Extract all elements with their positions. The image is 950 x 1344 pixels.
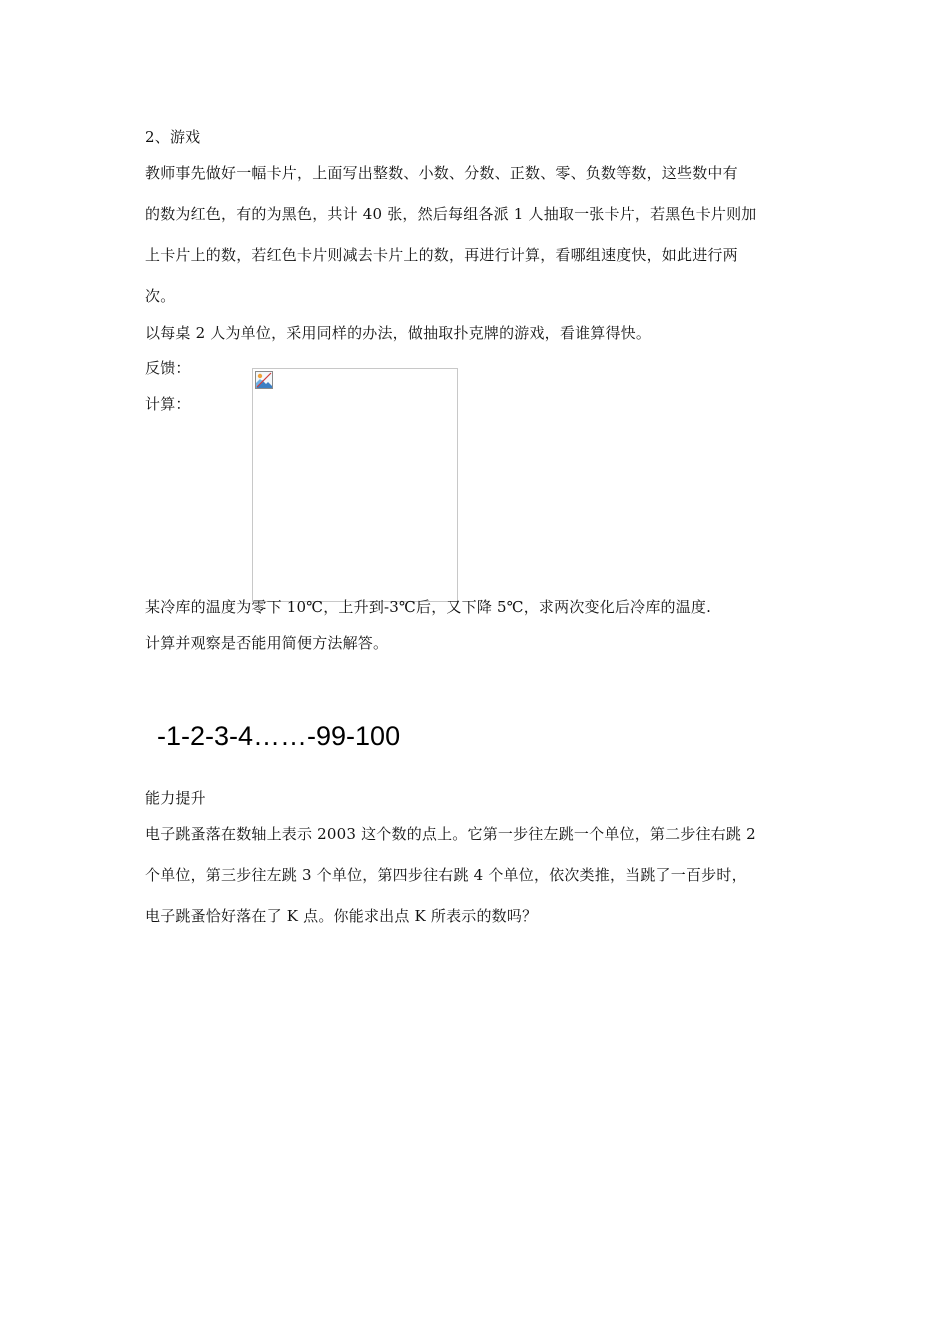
image-placeholder: [252, 368, 458, 602]
feedback-label: 反馈：: [145, 359, 191, 377]
paragraph-1-line-4: 次。: [145, 287, 176, 305]
broken-image-icon: [255, 371, 273, 389]
paragraph-1-line-3: 上卡片上的数，若红色卡片则减去卡片上的数，再进行计算，看哪组速度快，如此进行两: [145, 246, 738, 264]
problem-2: 计算并观察是否能用简便方法解答。: [145, 634, 389, 652]
formula-expression: -1-2-3-4……-99-100: [157, 721, 401, 751]
paragraph-2: 以每桌 2 人为单位，采用同样的办法，做抽取扑克牌的游戏，看谁算得快。: [145, 324, 652, 342]
paragraph-1-line-2: 的数为红色，有的为黑色，共计 40 张，然后每组各派 1 人抽取一张卡片，若黑色卡片则加: [145, 205, 757, 223]
paragraph-3-line-2: 个单位，第三步往左跳 3 个单位，第四步往右跳 4 个单位，依次类推，当跳了一百步时，: [145, 866, 747, 884]
ability-heading: 能力提升: [145, 789, 206, 807]
section-heading: 2、游戏: [145, 128, 201, 146]
calc-label: 计算：: [145, 395, 191, 413]
problem-1: 某冷库的温度为零下 10℃，上升到-3℃后，又下降 5℃，求两次变化后冷库的温度.: [145, 598, 712, 616]
paragraph-3-line-3: 电子跳蚤恰好落在了 K 点。你能求出点 K 所表示的数吗？: [145, 907, 538, 925]
paragraph-3-line-1: 电子跳蚤落在数轴上表示 2003 这个数的点上。它第一步往左跳一个单位，第二步往右跳 2: [145, 825, 756, 843]
paragraph-1-line-1: 教师事先做好一幅卡片，上面写出整数、小数、分数、正数、零、负数等数，这些数中有: [145, 164, 738, 182]
